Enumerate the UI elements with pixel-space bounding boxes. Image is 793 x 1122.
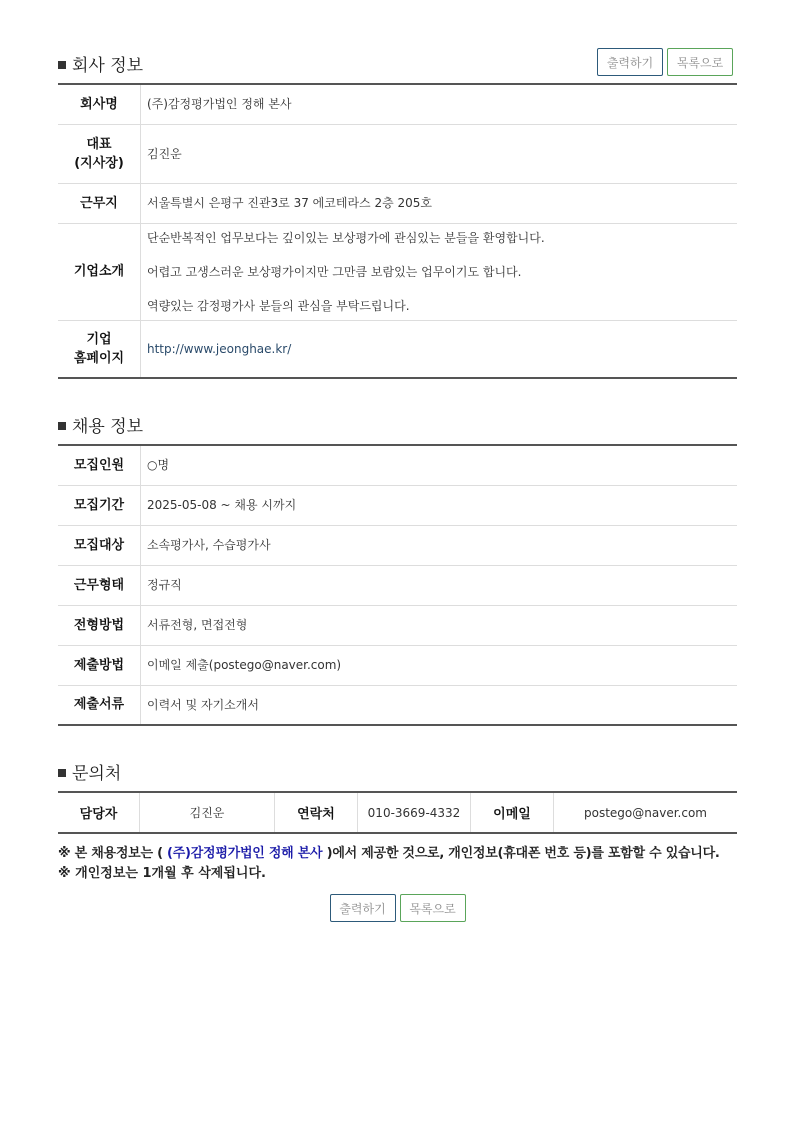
table-row xyxy=(58,445,737,485)
table-row xyxy=(58,565,737,605)
phone-value: 010-3669-4332 xyxy=(358,792,471,833)
company-name-value: (주)감정평가법인 정해 본사 xyxy=(141,84,738,124)
recruit-row-value: 정규직 xyxy=(141,565,738,605)
recruit-section-title: 채용 정보 xyxy=(58,412,143,437)
bottom-buttons xyxy=(58,894,737,922)
intro-line: 역량있는 감정평가사 분들의 관심을 부탁드립니다. xyxy=(147,298,410,313)
recruit-row-value: 2025-05-08 ~ 채용 시까지 xyxy=(141,485,738,525)
phone-label: 연락처 xyxy=(275,792,358,833)
table-row xyxy=(58,525,737,565)
recruit-row-label: 모집인원 xyxy=(58,445,141,485)
intro-value xyxy=(141,223,738,320)
company-name-label: 회사명 xyxy=(58,84,141,124)
company-info-table xyxy=(58,83,737,379)
recruit-row-label: 제출방법 xyxy=(58,645,141,685)
notice-company: (주)감정평가법인 정해 본사 xyxy=(167,846,323,861)
intro-label: 기업소개 xyxy=(58,223,141,320)
homepage-cell xyxy=(141,320,738,378)
print-button[interactable]: 출력하기 xyxy=(597,48,663,76)
print-button-bottom[interactable]: 출력하기 xyxy=(330,894,396,922)
table-row xyxy=(58,605,737,645)
recruit-info-table xyxy=(58,444,737,726)
email-label: 이메일 xyxy=(471,792,554,833)
table-row xyxy=(58,685,737,725)
contact-section-header xyxy=(58,756,737,786)
recruit-row-label: 전형방법 xyxy=(58,605,141,645)
intro-line: 단순반복적인 업무보다는 깊이있는 보상평가에 관심있는 분들을 환영합니다. xyxy=(147,230,545,245)
location-value: 서울특별시 은평구 진관3로 37 에코테라스 2층 205호 xyxy=(141,183,738,223)
table-row xyxy=(58,485,737,525)
company-section-title: 회사 정보 xyxy=(58,51,143,76)
homepage-link[interactable]: http://www.jeonghae.kr/ xyxy=(147,341,292,356)
contact-table xyxy=(58,791,737,834)
manager-value: 김진운 xyxy=(140,792,275,833)
ceo-value: 김진운 xyxy=(141,124,738,183)
top-buttons xyxy=(597,48,733,76)
recruit-row-value: 서류전형, 면접전형 xyxy=(141,605,738,645)
location-label: 근무지 xyxy=(58,183,141,223)
table-row xyxy=(58,84,737,124)
table-row xyxy=(58,183,737,223)
table-row xyxy=(58,320,737,378)
email-value: postego@naver.com xyxy=(584,805,707,820)
square-bullet-icon xyxy=(58,61,66,69)
table-row xyxy=(58,124,737,183)
notice xyxy=(58,844,737,884)
recruit-row-value: 이메일 제출(postego@naver.com) xyxy=(141,645,738,685)
intro-line: 어렵고 고생스러운 보상평가이지만 그만큼 보람있는 업무이기도 합니다. xyxy=(147,264,522,279)
table-row xyxy=(58,792,737,833)
recruit-row-value: 이력서 및 자기소개서 xyxy=(147,697,259,712)
ceo-label: 대표 (지사장) xyxy=(58,124,141,183)
manager-label: 담당자 xyxy=(58,792,140,833)
notice-line-1: ※ 본 채용정보는 ( (주)감정평가법인 정해 본사 )에서 제공한 것으로, 개인정보(휴대폰 번호 등)를 포함할 수 있습니다. xyxy=(58,846,720,861)
recruit-row-label: 모집대상 xyxy=(58,525,141,565)
square-bullet-icon xyxy=(58,769,66,777)
recruit-row-value: ○명 xyxy=(141,445,738,485)
list-button-bottom[interactable]: 목록으로 xyxy=(400,894,466,922)
recruit-row-label: 모집기간 xyxy=(58,485,141,525)
recruit-row-value: 소속평가사, 수습평가사 xyxy=(141,525,738,565)
table-row xyxy=(58,645,737,685)
homepage-label: 기업 홈페이지 xyxy=(58,320,141,378)
recruit-row-label: 근무형태 xyxy=(58,565,141,605)
list-button[interactable]: 목록으로 xyxy=(667,48,733,76)
job-post-page xyxy=(58,0,737,922)
company-section-header xyxy=(58,48,737,78)
contact-section-title: 문의처 xyxy=(58,759,121,784)
recruit-section-header xyxy=(58,409,737,439)
table-row xyxy=(58,223,737,320)
recruit-row-label: 제출서류 xyxy=(58,685,141,725)
notice-line-2: ※ 개인정보는 1개월 후 삭제됩니다. xyxy=(58,866,266,881)
square-bullet-icon xyxy=(58,422,66,430)
